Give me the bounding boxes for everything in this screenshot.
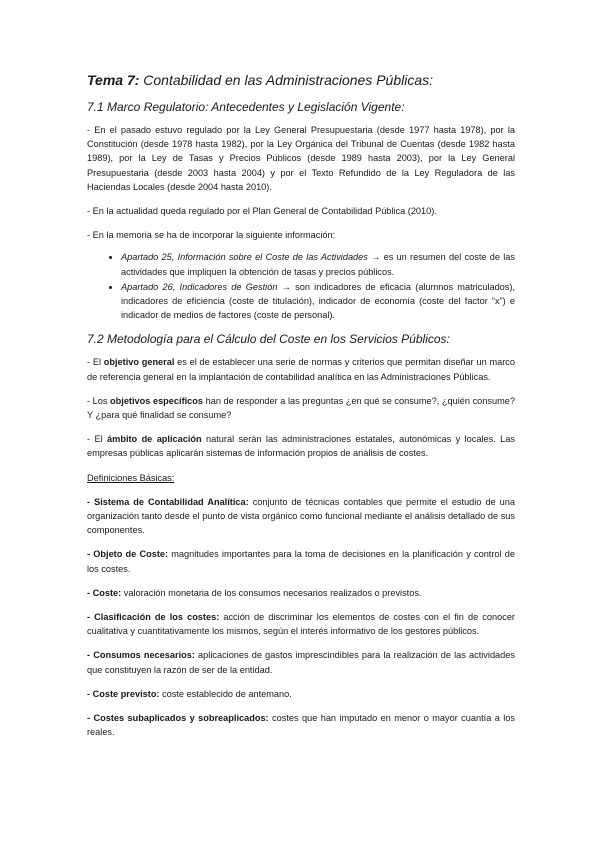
bullet-apartado-26-title: Apartado 26, Indicadores de Gestión — [121, 281, 278, 292]
title-prefix: Tema 7: — [87, 72, 140, 88]
title-text: Contabilidad en las Administraciones Públicas: — [139, 72, 434, 88]
definition-term: - Sistema de Contabilidad Analítica: — [87, 496, 249, 507]
section-1-paragraph-history: - En el pasado estuvo regulado por la Ley General Presupuestaria (desde 1977 hasta 1978), por la Constitución (desde 1978 hasta 1982), por la Ley Orgánica del Tribunal de Cuentas (desde 1982 hasta 1989), por la Ley de Tasas y Precios Públicos (desde 1989 hasta 2003), por la Ley General Presupuestaria (desde 2003 hasta 2004) y por el Texto Refundido de la Ley Reguladora de las Haciendas Locales (desde 2004 hasta 2010). — [87, 125, 515, 192]
definiciones-heading: Definiciones Básicas: — [87, 472, 175, 483]
ambito-pre: - El — [87, 434, 108, 445]
definition-text: coste establecido de antemano. — [159, 688, 292, 699]
objetivo-general-text: es el de establecer una serie de normas y criterios que permitan diseñar un marco de referencia general en la implantación de contabilidad analítica en las Administraciones Públicas. — [87, 357, 515, 382]
definition-item — [87, 687, 515, 701]
section-1-paragraph-memoria: - En la memoria se ha de incorporar la siguiente información: — [87, 230, 336, 241]
objetivos-especificos-term: objetivos específicos — [110, 395, 204, 406]
objetivos-especificos-paragraph — [87, 394, 515, 422]
section-2-heading: 7.2 Metodología para el Cálculo del Coste en los Servicios Públicos: — [87, 332, 450, 347]
definition-item — [87, 648, 515, 676]
memoria-bullet-list — [87, 250, 515, 322]
definition-term: - Consumos necesarios: — [87, 650, 195, 661]
bullet-apartado-26-text: → son indicadores de eficacia (alumnos matriculados), indicadores de eficiencia (coste de titulación), indicador de economía (coste del factor “x”) e indicador de medios de factores (coste de personal). — [121, 281, 515, 321]
definition-term: - Objeto de Coste: — [87, 549, 169, 560]
objetivo-general-paragraph — [87, 355, 515, 383]
definition-item — [87, 610, 515, 638]
page-title — [87, 72, 515, 88]
definition-text: valoración monetaria de los consumos necesarios realizados o previstos. — [121, 587, 422, 598]
ambito-paragraph — [87, 432, 515, 460]
definition-term: - Coste: — [87, 587, 122, 598]
ambito-text: natural serán las administraciones estatales, autonómicas y locales. Las empresas públicas aplicarán sistemas de información propios de análisis de costes. — [87, 434, 515, 459]
bullet-apartado-26 — [121, 280, 515, 323]
definition-text: magnitudes importantes para la toma de decisiones en la planificación y control de los costes. — [87, 549, 515, 574]
definition-term: - Clasificación de los costes: — [87, 612, 220, 623]
objetivo-general-term: objetivo general — [103, 357, 175, 368]
definition-item — [87, 586, 515, 600]
definition-text: conjunto de técnicas contables que permite el estudio de una organización tanto desde el punto de vista orgánico como funcional mediante el análisis detallado de sus componentes. — [87, 496, 516, 536]
definition-item — [87, 711, 515, 739]
section-1-paragraph-current: - En la actualidad queda regulado por el Plan General de Contabilidad Pública (2010). — [87, 206, 437, 217]
bullet-apartado-25-text: → es un resumen del coste de las actividades que impliquen la obtención de tasas y precios públicos. — [121, 252, 515, 277]
objetivo-general-pre: - El — [87, 357, 104, 368]
definition-item — [87, 547, 515, 575]
section-1-heading: 7.1 Marco Regulatorio: Antecedentes y Legislación Vigente: — [87, 100, 405, 114]
definition-text: aplicaciones de gastos imprescindibles para la realización de las actividades que constituyen la razón de ser de la entidad. — [87, 650, 515, 675]
bullet-apartado-25 — [121, 250, 515, 278]
bullet-apartado-25-title: Apartado 25, Información sobre el Coste de las Actividades — [121, 252, 368, 263]
definition-text: acción de discriminar los elementos de costes con el fin de conocer cualitativa y cuantitativamente los mismos, según el interés informativo de los gestores públicos. — [87, 612, 515, 637]
definition-term: - Costes subaplicados y sobreaplicados: — [87, 713, 269, 724]
definition-item — [87, 495, 515, 538]
objetivos-especificos-pre: - Los — [87, 395, 111, 406]
definition-term: - Coste previsto: — [87, 688, 160, 699]
document-content — [87, 72, 515, 750]
ambito-term: ámbito de aplicación — [107, 434, 202, 445]
definition-text: costes que han imputado en menor o mayor cuantía a los reales. — [87, 713, 515, 738]
objetivos-especificos-text: han de responder a las preguntas ¿en qué se consume?, ¿quién consume? Y ¿para qué finalidad se consume? — [87, 395, 515, 421]
